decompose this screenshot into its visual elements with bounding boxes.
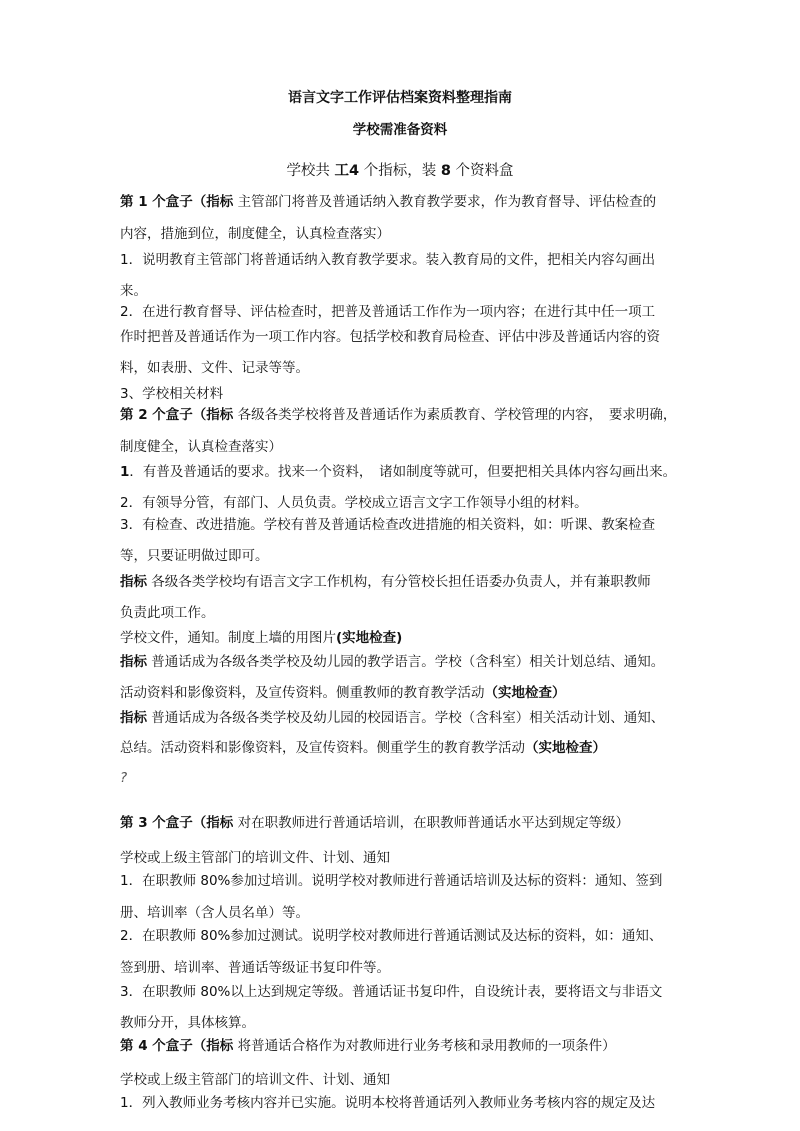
box3-docs: 学校或上级主管部门的培训文件、计划、通知: [120, 850, 390, 866]
box1-desc: 内容，措施到位，制度健全，认真检查落实）: [120, 226, 390, 242]
box3-item1: 1．在职教师 80%参加过培训。说明学校对教师进行普通话培训及达标的资料：通知、签到: [120, 873, 663, 889]
box4-docs: 学校或上级主管部门的培训文件、计划、通知: [120, 1072, 390, 1088]
question-mark: ?: [120, 770, 128, 786]
box2-item3-cont: 等，只要证明做过即可。: [120, 548, 269, 564]
box1-item2-cont2: 料，如表册、文件、记录等等。: [120, 360, 309, 376]
indicator-2-cont: 活动资料和影像资料，及宣传资料。侧重教师的教育教学活动（实地检查）: [120, 685, 566, 701]
box3-item3: 3．在职教师 80%以上达到规定等级。普通话证书复印件，自设统计表，要将语文与非语文: [120, 984, 663, 1000]
box3-heading: 第 3 个盒子（指标 对在职教师进行普通话培训，在职教师普通话水平达到规定等级）: [120, 815, 630, 831]
box2-item3: 3．有检查、改进措施。学校有普及普通话检查改进措施的相关资料，如：听课、教案检查: [120, 517, 656, 533]
box3-item3-cont: 教师分开，具体核算。: [120, 1015, 255, 1031]
box3-item2: 2．在职教师 80%参加过测试。说明学校对教师进行普通话测试及达标的资料，如：通知、: [120, 928, 663, 944]
box1-item1-cont: 来。: [120, 283, 147, 299]
box2-item2: 2．有领导分管，有部门、人员负责。学校成立语言文字工作领导小组的材料。: [120, 495, 588, 511]
box1-item3: 3、学校相关材料: [120, 386, 224, 402]
box1-item2: 2．在进行教育督导、评估检查时，把普及普通话工作作为一项内容；在进行其中任一项工: [120, 304, 656, 320]
box4-heading: 第 4 个盒子（指标 将普通话合格作为对教师进行业务考核和录用教师的一项条件）: [120, 1038, 616, 1054]
page-title: 语言文字工作评估档案资料整理指南: [288, 90, 512, 106]
indicator-1-cont: 负责此项工作。: [120, 605, 215, 621]
files-line: 学校文件，通知。制度上墙的用图片(实地检查): [120, 630, 403, 646]
box1-item1: 1．说明教育主管部门将普通话纳入教育教学要求。装入教育局的文件，把相关内容勾画出: [120, 252, 656, 268]
box4-item1: 1．列入教师业务考核内容并已实施。说明本校将普通话列入教师业务考核内容的规定及达: [120, 1095, 656, 1111]
box3-item2-cont: 签到册、培训率、普通话等级证书复印件等。: [120, 960, 390, 976]
indicator-1: 指标 各级各类学校均有语言文字工作机构，有分管校长担任语委办负责人，并有兼职教师: [120, 574, 651, 590]
page-subtitle: 学校需准备资料: [352, 122, 448, 138]
box2-item1: 1．有普及普通话的要求。找来一个资料， 诸如制度等就可，但要把相关具体内容勾画出来。: [120, 464, 677, 480]
box3-item1-cont: 册、培训率（含人员名单）等。: [120, 905, 309, 921]
box1-item2-cont: 作时把普及普通话作为一项工作内容。包括学校和教育局检查、评估中涉及普通话内容的资: [120, 329, 660, 345]
summary-line: 学校共 工4 个指标，装 8 个资料盒: [286, 163, 514, 179]
indicator-3: 指标 普通话成为各级各类学校及幼儿园的校园语言。学校（含科室）相关活动计划、通知、: [120, 710, 665, 726]
box2-heading: 第 2 个盒子（指标 各级各类学校将普及普通话作为素质教育、学校管理的内容， 要求明确，: [120, 407, 677, 423]
box1-heading: 第 1 个盒子（指标 主管部门将普及普通话纳入教育教学要求，作为教育督导、评估检查的: [120, 194, 657, 210]
indicator-2: 指标 普通话成为各级各类学校及幼儿园的教学语言。学校（含科室）相关计划总结、通知。: [120, 654, 665, 670]
box2-desc: 制度健全，认真检查落实）: [120, 439, 282, 455]
indicator-3-cont: 总结。活动资料和影像资料，及宣传资料。侧重学生的教育教学活动（实地检查）: [120, 740, 606, 756]
